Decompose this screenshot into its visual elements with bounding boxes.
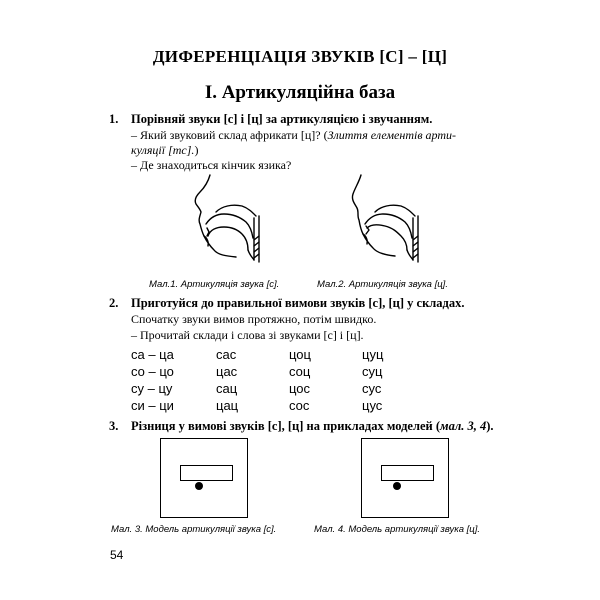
syllable-word: цус xyxy=(362,398,383,413)
model-s-tongue-tip xyxy=(195,482,203,490)
task2-line2: – Прочитай склади і слова зі звуками [с] і [ц]. xyxy=(131,328,364,342)
task1-question1 xyxy=(131,128,456,143)
syllable-word: цос xyxy=(289,381,311,396)
task1-number: 1. xyxy=(109,112,119,126)
upper-palate xyxy=(206,214,253,238)
upper-palate xyxy=(365,214,412,238)
syllable-pair: си – ци xyxy=(131,398,174,413)
fig3-caption: Мал. 3. Модель артикуляції звука [с]. xyxy=(111,524,277,535)
syllable-word: сац xyxy=(216,381,238,396)
task1-question1-text: – Який звуковий склад африкати [ц]? ( xyxy=(131,128,328,142)
articulation-ts-figure xyxy=(347,172,447,272)
model-ts-frame xyxy=(361,438,449,518)
task3-figure-reference: мал. 3, 4 xyxy=(440,419,487,433)
syllables-column-2 xyxy=(216,346,238,414)
larynx-hatch xyxy=(254,236,259,258)
task1-question2: – Де знаходиться кінчик язика? xyxy=(131,158,292,172)
syllable-pair: су – цу xyxy=(131,381,173,396)
section-heading: I. Артикуляційна база xyxy=(204,82,396,103)
task3-number: 3. xyxy=(109,419,119,433)
fig2-caption: Мал.2. Артикуляція звука [ц]. xyxy=(317,279,448,290)
task3-heading xyxy=(131,419,494,434)
syllable-word: сас xyxy=(216,347,237,362)
task1-question1-answer: Злиття елементів арти- xyxy=(327,128,457,142)
task1-heading: Порівняй звуки [с] і [ц] за артикуляцією і звучанням. xyxy=(131,112,433,126)
tongue xyxy=(367,225,407,250)
page-number: 54 xyxy=(110,548,124,562)
syllable-word: цуц xyxy=(362,347,384,362)
syllable-word: цац xyxy=(216,398,239,413)
task2-heading: Приготуйся до правильної вимови звуків [с], [ц] у складах. xyxy=(131,296,465,310)
syllables-column-3 xyxy=(289,346,311,414)
fig1-caption: Мал.1. Артикуляція звука [с]. xyxy=(149,279,280,290)
syllable-word: соц xyxy=(289,364,311,379)
tongue xyxy=(208,227,248,250)
page-title: ДИФЕРЕНЦІАЦІЯ ЗВУКІВ [С] – [Ц] xyxy=(152,47,448,66)
task3-heading-end: ). xyxy=(486,419,494,433)
task2-number: 2. xyxy=(109,296,119,310)
fig4-caption: Мал. 4. Модель артикуляції звука [ц]. xyxy=(314,524,480,535)
task2-line1: Спочатку звуки вимов протяжно, потім швидко. xyxy=(131,312,377,326)
model-ts-palate xyxy=(381,465,434,481)
model-s-palate xyxy=(180,465,233,481)
syllable-pair: со – цо xyxy=(131,364,174,379)
syllable-word: сус xyxy=(362,381,382,396)
task1-question1-cont xyxy=(131,143,198,158)
syllable-word: цас xyxy=(216,364,238,379)
syllables-column-4 xyxy=(362,346,383,414)
epiglottis xyxy=(248,250,254,260)
model-s-frame xyxy=(160,438,248,518)
syllable-pair: са – ца xyxy=(131,347,174,362)
model-ts-tongue-tip xyxy=(393,482,401,490)
syllable-word: суц xyxy=(362,364,383,379)
task3-heading-text: Різниця у вимові звуків [с], [ц] на прикладах моделей ( xyxy=(131,419,441,433)
syllables-column-1 xyxy=(131,346,174,414)
task1-question1-close: ) xyxy=(194,143,199,157)
syllable-word: сос xyxy=(289,398,310,413)
task1-question1-answer-cont: куляції [тс]. xyxy=(131,143,195,157)
syllable-word: цоц xyxy=(289,347,311,362)
epiglottis xyxy=(407,250,413,260)
articulation-s-figure xyxy=(186,172,286,272)
larynx-hatch xyxy=(413,236,418,258)
